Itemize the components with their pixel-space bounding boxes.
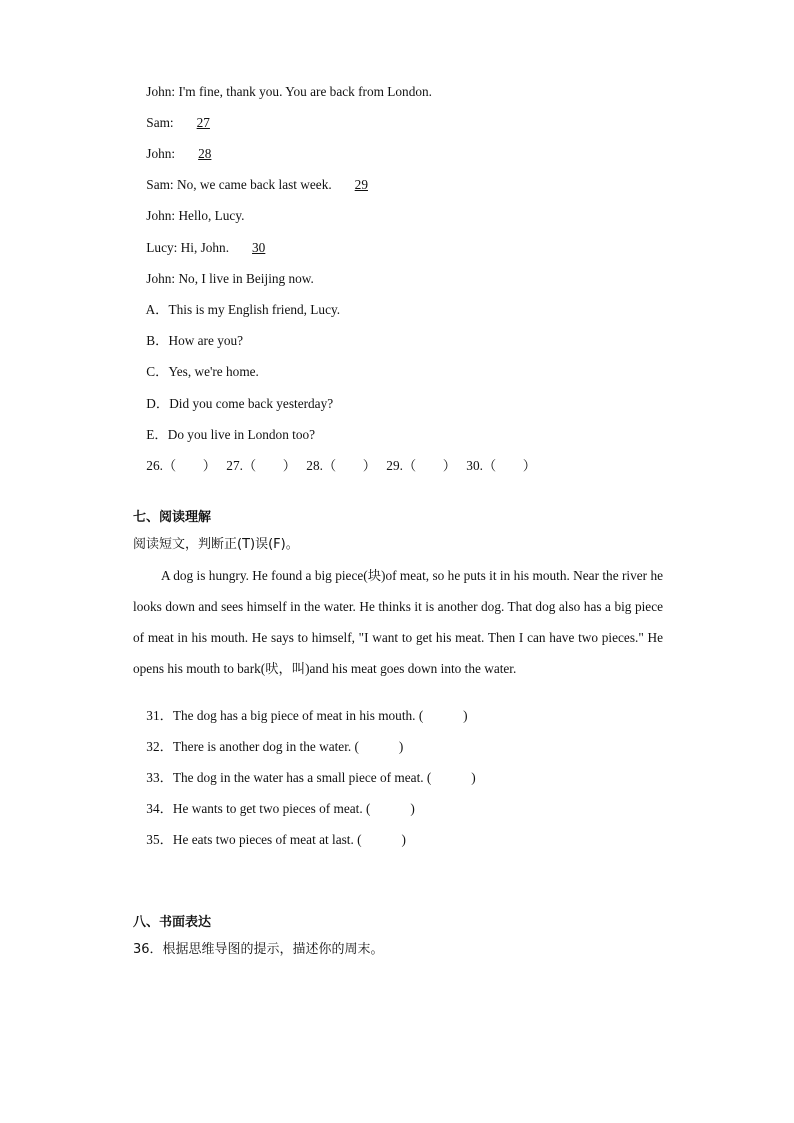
reading-passage: A dog is hungry. He found a big piece(块)of meat, so he puts it in his mouth. Near the river he looks down and sees himself in the water. He thinks it is another dog. That dog also has a big piece of meat in his mouth. He says to himself, "I want to get his meat. Then I can have two pieces." He opens his mouth to bark(吠，叫)and his meat goes down into the water. [133,568,663,676]
option-letter: C． [146,364,169,379]
blank-29[interactable]: 29 [354,177,368,192]
blank-28[interactable]: 28 [198,146,212,161]
question-text[interactable]: He wants to get two pieces of meat. ( ) [172,801,415,816]
question-text[interactable]: The dog in the water has a small piece of meat. ( ) [172,770,476,785]
question-35 [133,816,406,864]
option-text: This is my English friend, Lucy. [168,302,341,317]
section-heading: 七、阅读理解 [133,510,212,525]
option-letter: D． [146,396,170,411]
option-text: How are you? [168,333,244,348]
option-letter: B． [146,333,169,348]
blank-27[interactable]: 27 [196,115,210,130]
section-instruction: 阅读短文，判断正(T)误(F)。 [133,537,299,552]
question-text[interactable]: There is another dog in the water. ( ) [172,739,404,754]
speaker: Sam: [146,115,174,130]
speaker: Lucy: [146,240,178,255]
answer-row [133,442,546,490]
option-text: Yes, we're home. [168,364,259,379]
option-letter: A． [145,302,169,317]
answer-slot-29[interactable]: 29.（ ） [386,458,457,473]
speaker: John: [146,208,176,223]
blank-30[interactable]: 30 [252,240,266,255]
question-36: 36．根据思维导图的提示，描述你的周末。 [133,942,384,957]
question-number: 34． [146,801,173,816]
answer-slot-30[interactable]: 30.（ ） [466,458,537,473]
question-text[interactable]: The dog has a big piece of meat in his mouth. ( ) [172,708,468,723]
question-number: 33． [146,770,173,785]
option-text: Do you live in London too? [167,427,316,442]
question-text[interactable]: He eats two pieces of meat at last. ( ) [172,832,406,847]
dialogue-text: No, I live in Beijing now. [178,271,314,286]
speaker: John: [146,84,176,99]
speaker: John: [146,271,176,286]
section-heading: 八、书面表达 [133,915,212,930]
dialogue-text: I'm fine, thank you. You are back from London. [178,84,432,99]
option-text: Did you come back yesterday? [169,396,334,411]
dialogue-text: No, we came back last week. [176,177,332,192]
question-number: 35． [146,832,173,847]
speaker: Sam: [146,177,174,192]
dialogue-text: Hi, John. [180,240,230,255]
option-letter: E． [146,427,168,442]
speaker: John: [146,146,176,161]
dialogue-text: Hello, Lucy. [178,208,245,223]
answer-slot-27[interactable]: 27.（ ） [226,458,297,473]
answer-slot-28[interactable]: 28.（ ） [306,458,377,473]
question-number: 32． [146,739,173,754]
answer-slot-26[interactable]: 26.（ ） [146,458,217,473]
question-number: 31． [146,708,173,723]
